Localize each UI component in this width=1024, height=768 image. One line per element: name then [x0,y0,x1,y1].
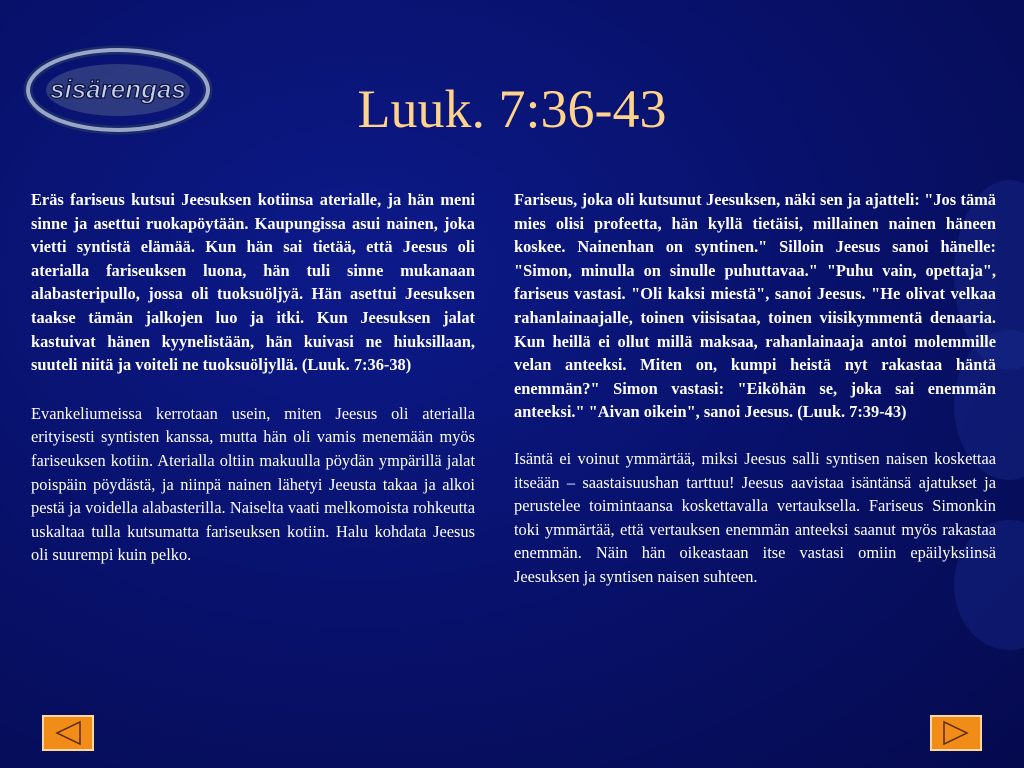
scripture-passage: Fariseus, joka oli kutsunut Jeesuksen, näki sen ja ajatteli: "Jos tämä mies olisi profeetta, hän kyllä tietäisi, millainen nainen häneen koskee. Nainenhan on syntinen." Silloin Jeesus sanoi hänelle: "Simon, minulla on sinulle puhuttavaa." "Puhu vain, opettaja", fariseus vastasi. "Oli kaksi miestä", sanoi Jeesus. "He olivat velkaa rahanlainaajalle, toinen viisisataa, toinen viisikymmentä denaaria. Kun heillä ei ollut millä maksaa, rahanlainaaja antoi molemmille velan anteeksi. Miten on, kumpi heistä nyt rakastaa häntä enemmän?" Simon vastasi: "Eiköhän se, joka sai enemmän anteeksi." "Aivan oikein", sanoi Jeesus. (Luuk. 7:39-43) [514,190,996,422]
triangle-left-icon [44,717,92,749]
scripture-passage: Eräs fariseus kutsui Jeesuksen kotiinsa aterialle, ja hän meni sinne ja asettui ruokapöytään. Kaupungissa asui nainen, joka vietti syntistä elämää. Kun hän sai tietää, että Jeesus oli aterialla fariseuksen luona, hän tuli sinne mukanaan alabasteripullo, jossa oli tuoksuöljyä. Hän asettui Jeesuksen taakse tämän jalkojen luo ja itki. Kun Jeesuksen jalat kastuivat hänen kyynelistään, hän kuivasi ne hiuksillaan, suuteli niitä ja voiteli ne tuoksuöljyllä. (Luuk. 7:36-38) [31,190,475,375]
right-text-column [514,188,996,589]
commentary-paragraph: Evankeliumeissa kerrotaan usein, miten Jeesus oli aterialla erityisesti syntisten kanssa, mutta hän oli vamis menemään myös fariseuksen kotiin. Aterialla oltiin makuulla pöydän ympärillä jalat poispäin pöydästä, ja niinpä nainen lähetyi Jeeusta takaa ja alkoi pestä ja voidella alabasterilla. Naiselta vaati melkomoista rohkeutta uskaltaa tulla kutsumatta fariseuksen kotiin. Halu kohdata Jeesus oli suurempi kuin pelko. [31,403,475,565]
next-slide-button[interactable] [930,715,982,751]
left-text-column [31,188,475,567]
triangle-right-icon [932,717,980,749]
logo-text: sisärengas [50,74,186,104]
page-title: Luuk. 7:36-43 [357,79,667,139]
previous-slide-button[interactable] [42,715,94,751]
commentary-paragraph: Isäntä ei voinut ymmärtää, miksi Jeesus salli syntisen naisen koskettaa itseään – saastaisuushan tarttuu! Jeesus aavistaa isäntänsä ajatukset ja perustelee toimintaansa koskettavalla vertauksella. Fariseus Simonkin toki ymmärtää, että vertauksen enemmän anteeksi saanut myös rakastaa enemmän. Näin hän oikeastaan itse vastasi omiin epäilyksiinsä Jeesuksen ja syntisen naisen suhteen. [514,448,996,586]
